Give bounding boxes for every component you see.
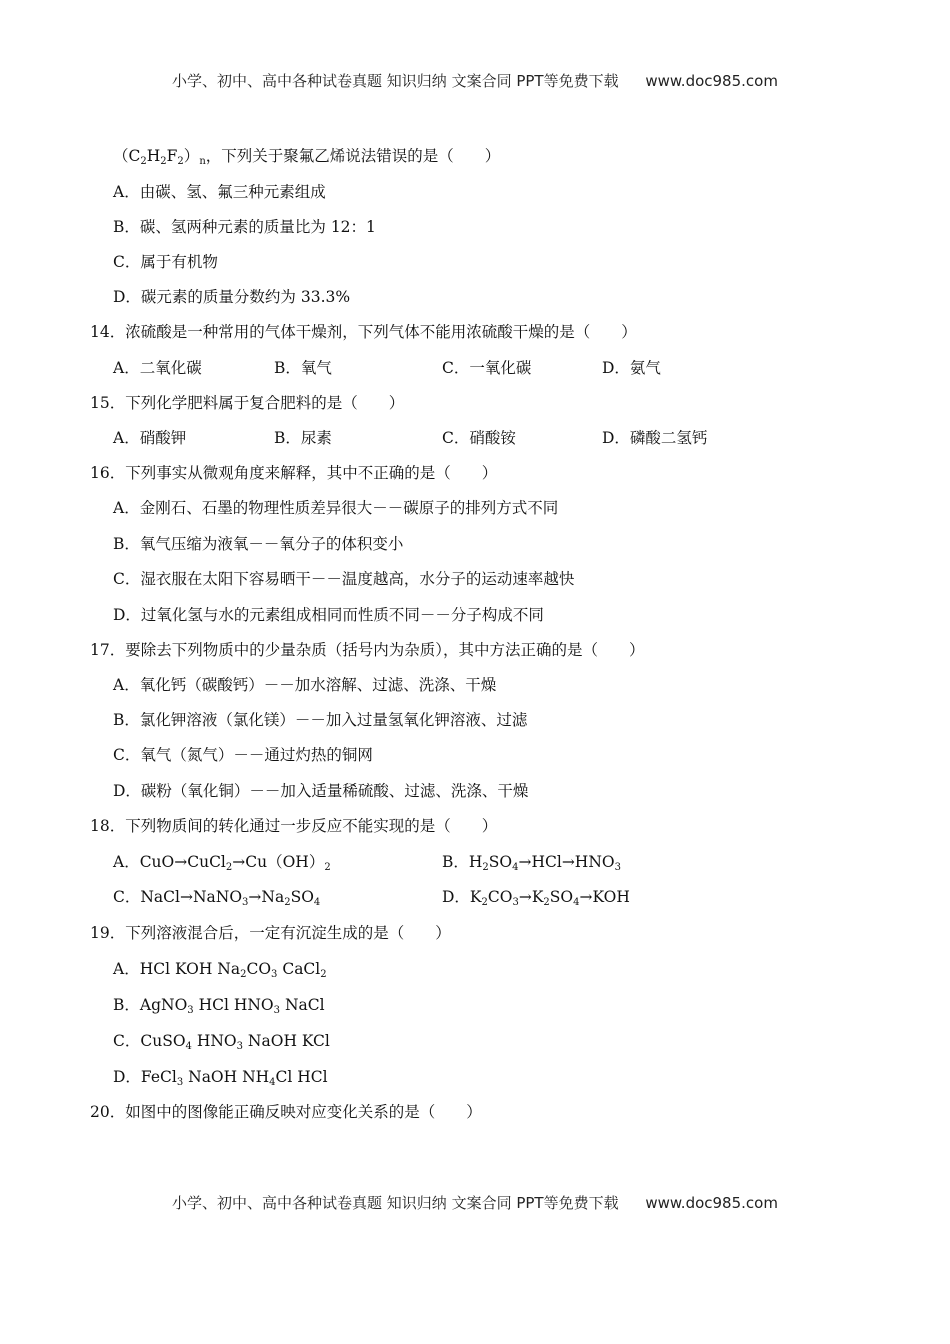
q19-option-c: C．CuSO$_4$ $HNO_3$ NaOH KCl	[113, 1032, 330, 1052]
q18-option-a: A．$CuO\to CuCl_2\to Cu(OH)_2$	[113, 853, 331, 873]
q16-option-d: D．过氧化氢与水的元素组成相同而性质不同－－分子构成不同	[113, 606, 544, 624]
q17-option-a: A．氧化钙（碳酸钙）－－加水溶解、过滤、洗涤、干燥	[113, 676, 497, 694]
page-header	[0, 70, 950, 91]
q16-option-a: A．金刚石、石墨的物理性质差异很大－－碳原子的排列方式不同	[113, 499, 559, 517]
q19-option-a: A．HCl KOH $Na_2CO_3$ CaCl$_2$	[113, 960, 327, 980]
q15-stem: 15．下列化学肥料属于复合肥料的是（ ）	[90, 394, 405, 412]
q18-option-d: D．$K_2CO_3\to K_2SO_4\to KOH$	[442, 888, 630, 908]
q19-stem: 19．下列溶液混合后，一定有沉淀生成的是（ ）	[90, 924, 451, 942]
q18-option-b: B．$H_2SO_4\to HCl\to HNO_3$	[442, 853, 621, 873]
q14-option-d: D．氨气	[602, 359, 661, 377]
q17-option-c: C．氧气（氮气）－－通过灼热的铜网	[113, 746, 373, 764]
q18-option-c: C．$NaCl\to NaNO_3\to Na_2SO_4$	[113, 888, 321, 908]
q18-stem: 18．下列物质间的转化通过一步反应不能实现的是（ ）	[90, 817, 498, 835]
q14-option-c: C．一氧化碳	[442, 359, 532, 377]
q13-option-c: C．属于有机物	[113, 253, 218, 271]
q13-stem: $(C_2H_2F_2)_n$，下列关于聚氟乙烯说法错误的是（ ）	[113, 147, 501, 167]
q14-stem: 14．浓硫酸是一种常用的气体干燥剂，下列气体不能用浓硫酸干燥的是（ ）	[90, 323, 637, 341]
q14-option-a: A．二氧化碳	[113, 359, 202, 377]
q15-option-c: C．硝酸铵	[442, 429, 516, 447]
footer-text: 小学、初中、高中各种试卷真题 知识归纳 文案合同 PPT等免费下载	[172, 1194, 619, 1212]
q15-option-d: D．磷酸二氢钙	[602, 429, 708, 447]
footer-site: www.doc985.com	[645, 1194, 778, 1212]
header-site: www.doc985.com	[645, 72, 778, 90]
q13-option-a: A．由碳、氢、氟三种元素组成	[113, 183, 326, 201]
q19-option-b: B．AgNO$_3$ HCl $HNO_3$ NaCl	[113, 996, 325, 1016]
q14-option-b: B．氧气	[274, 359, 332, 377]
header-text: 小学、初中、高中各种试卷真题 知识归纳 文案合同 PPT等免费下载	[172, 72, 619, 90]
q15-option-b: B．尿素	[274, 429, 332, 447]
q13-option-d: D．碳元素的质量分数约为 33.3%	[113, 288, 351, 306]
q19-option-d: D．FeCl$_3$ NaOH $NH_4Cl$ HCl	[113, 1068, 328, 1088]
q16-option-c: C．湿衣服在太阳下容易晒干－－温度越高，水分子的运动速率越快	[113, 570, 575, 588]
page-footer	[0, 1192, 950, 1213]
q17-option-b: B．氯化钾溶液（氯化镁）－－加入过量氢氧化钾溶液、过滤	[113, 711, 528, 729]
q13-option-b: B．碳、氢两种元素的质量比为 12：1	[113, 218, 376, 236]
q16-option-b: B．氧气压缩为液氧－－氧分子的体积变小	[113, 535, 404, 553]
q15-option-a: A．硝酸钾	[113, 429, 187, 447]
q16-stem: 16．下列事实从微观角度来解释，其中不正确的是（ ）	[90, 464, 498, 482]
q17-stem: 17．要除去下列物质中的少量杂质（括号内为杂质），其中方法正确的是（ ）	[90, 641, 645, 659]
q17-option-d: D．碳粉（氧化铜）－－加入适量稀硫酸、过滤、洗涤、干燥	[113, 782, 529, 800]
q20-stem: 20．如图中的图像能正确反映对应变化关系的是（ ）	[90, 1103, 482, 1121]
